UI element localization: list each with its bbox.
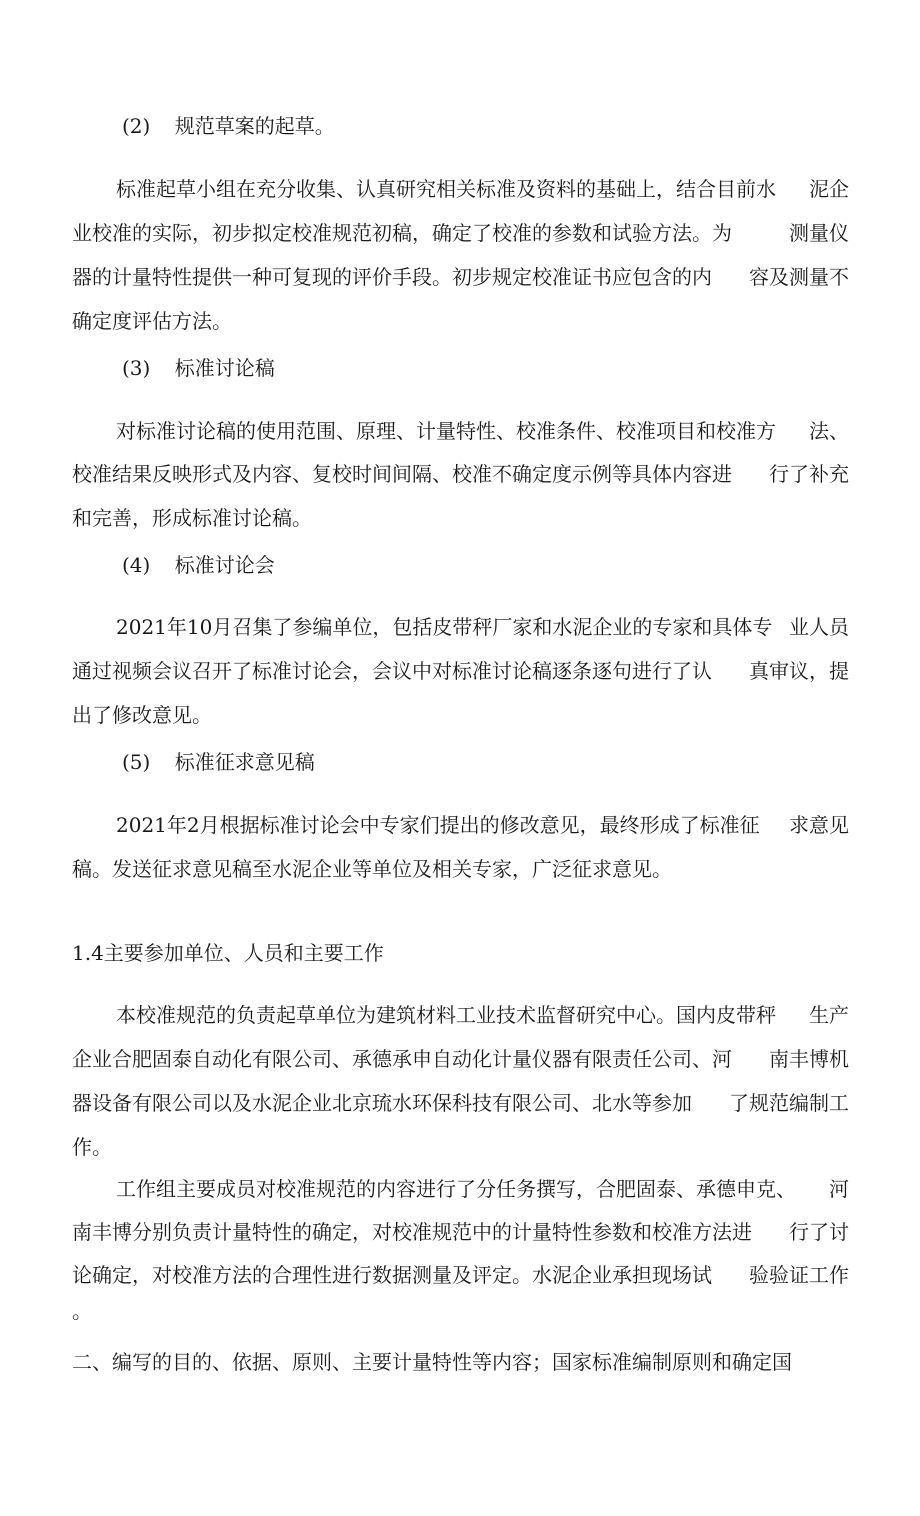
paragraph-line: 企业合肥固泰自动化有限公司、承德承申自动化计量仪器有限责任公司、河 南丰博机 [72,1047,849,1071]
section-heading-4 [122,553,275,577]
paragraph-line: 业校准的实际，初步拟定校准规范初稿，确定了校准的参数和试验方法。为 测量仪 [72,221,849,245]
section-number: (2) [122,114,151,138]
paragraph-line: 作。 [72,1135,112,1159]
paragraph-line: 器设备有限公司以及水泥企业北京琉水环保科技有限公司、北水等参加 了规范编制工 [72,1091,849,1115]
paragraph-line: 。 [72,1299,92,1323]
section-title: 标准讨论稿 [174,356,275,380]
paragraph-line: 2021年2月根据标准讨论会中专家们提出的修改意见，最终形成了标准征 求意见 [116,813,849,837]
paragraph-line: 器的计量特性提供一种可复现的评价手段。初步规定校准证书应包含的内 容及测量不 [72,265,849,289]
paragraph-line: 工作组主要成员对校准规范的内容进行了分任务撰写，合肥固泰、承德申克、 河 [116,1177,849,1201]
subsection-heading: 1.4主要参加单位、人员和主要工作 [72,941,384,965]
paragraph-line: 通过视频会议召开了标准讨论会，会议中对标准讨论稿逐条逐句进行了认 真审议，提 [72,659,849,683]
paragraph-line: 校准结果反映形式及内容、复校时间间隔、校准不确定度示例等具体内容进 行了补充 [72,462,849,486]
paragraph-line: 标准起草小组在充分收集、认真研究相关标准及资料的基础上，结合目前水 泥企 [116,177,849,201]
paragraph-line: 对标准讨论稿的使用范围、原理、计量特性、校准条件、校准项目和校准方 法、 [116,419,849,443]
section-heading-2 [122,114,335,138]
section-number: (3) [122,356,151,380]
section-title: 标准讨论会 [174,553,275,577]
paragraph-line: 本校准规范的负责起草单位为建筑材料工业技术监督研究中心。国内皮带秤 生产 [116,1003,849,1027]
paragraph-line: 论确定，对校准方法的合理性进行数据测量及评定。水泥企业承担现场试 验验证工作 [72,1263,849,1287]
paragraph-line: 出了修改意见。 [72,703,212,727]
paragraph-line: 2021年10月召集了参编单位，包括皮带秤厂家和水泥企业的专家和具体专 业人员 [116,615,849,639]
section-number: (5) [122,750,151,774]
paragraph-line: 和完善，形成标准讨论稿。 [72,506,312,530]
section-title: 标准征求意见稿 [174,750,315,774]
paragraph-line: 南丰博分别负责计量特性的确定，对校准规范中的计量特性参数和校准方法进 行了讨 [72,1220,849,1244]
section-heading-3 [122,356,275,380]
section-heading-5 [122,750,315,774]
section-title: 规范草案的起草。 [174,114,335,138]
section-number: (4) [122,553,151,577]
paragraph-line: 确定度评估方法。 [72,309,232,333]
paragraph-line: 稿。发送征求意见稿至水泥企业等单位及相关专家，广泛征求意见。 [72,857,672,881]
chapter-heading: 二、编写的目的、依据、原则、主要计量特性等内容；国家标准编制原则和确定国 [72,1350,792,1374]
